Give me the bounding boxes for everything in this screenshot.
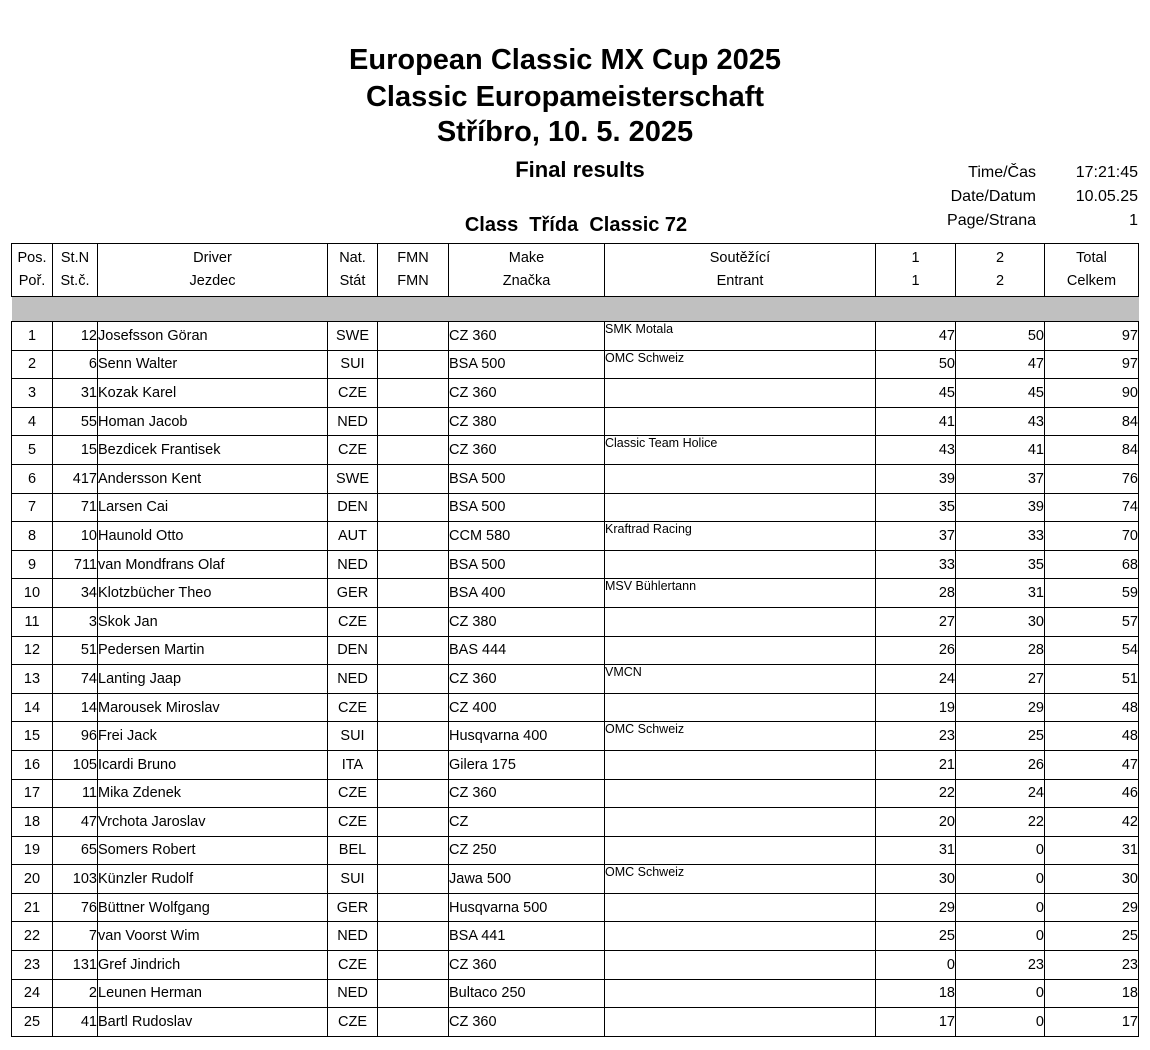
pos-cell: 5 <box>12 436 53 465</box>
pos-cell: 13 <box>12 665 53 694</box>
table-row <box>12 579 1139 608</box>
start-number-cell: 74 <box>53 665 98 694</box>
make-cell: BSA 500 <box>449 464 605 493</box>
pos-cell: 10 <box>12 579 53 608</box>
race1-cell: 30 <box>876 865 956 894</box>
start-number-cell: 41 <box>53 1008 98 1037</box>
nation-cell: CZE <box>328 436 378 465</box>
nation-cell: AUT <box>328 522 378 551</box>
race1-cell: 47 <box>876 322 956 351</box>
driver-cell: Senn Walter <box>98 350 328 379</box>
table-row <box>12 522 1139 551</box>
entrant-cell <box>605 979 876 1008</box>
nation-cell: NED <box>328 922 378 951</box>
entrant-cell: MSV Bühlertann <box>605 579 876 608</box>
table-row <box>12 493 1139 522</box>
make-cell: Jawa 500 <box>449 865 605 894</box>
fmn-cell <box>378 636 449 665</box>
table-row <box>12 779 1139 808</box>
make-cell: CZ <box>449 808 605 837</box>
race2-cell: 43 <box>956 407 1045 436</box>
pos-cell: 15 <box>12 722 53 751</box>
race1-cell: 45 <box>876 379 956 408</box>
start-number-cell: 2 <box>53 979 98 1008</box>
race1-cell: 28 <box>876 579 956 608</box>
entrant-cell <box>605 922 876 951</box>
race1-cell: 21 <box>876 750 956 779</box>
nation-cell: SUI <box>328 722 378 751</box>
class-heading: Class Třída Classic 72 <box>464 214 688 236</box>
race1-cell: 31 <box>876 836 956 865</box>
pos-cell: 11 <box>12 607 53 636</box>
pos-cell: 25 <box>12 1008 53 1037</box>
entrant-cell <box>605 779 876 808</box>
make-cell: CZ 380 <box>449 607 605 636</box>
race1-cell: 18 <box>876 979 956 1008</box>
race2-cell: 26 <box>956 750 1045 779</box>
make-cell: CZ 400 <box>449 693 605 722</box>
driver-cell: Lanting Jaap <box>98 665 328 694</box>
driver-cell: Josefsson Göran <box>98 322 328 351</box>
fmn-cell <box>378 379 449 408</box>
start-number-cell: 65 <box>53 836 98 865</box>
race2-cell: 0 <box>956 865 1045 894</box>
total-cell: 29 <box>1045 893 1139 922</box>
race2-cell: 29 <box>956 693 1045 722</box>
make-cell: CZ 380 <box>449 407 605 436</box>
driver-cell: Icardi Bruno <box>98 750 328 779</box>
nation-cell: GER <box>328 579 378 608</box>
table-row <box>12 322 1139 351</box>
col-header-total: Total Celkem <box>1045 244 1139 297</box>
table-row <box>12 607 1139 636</box>
race2-cell: 23 <box>956 951 1045 980</box>
pos-cell: 21 <box>12 893 53 922</box>
total-cell: 25 <box>1045 922 1139 951</box>
pos-cell: 18 <box>12 808 53 837</box>
fmn-cell <box>378 579 449 608</box>
start-number-cell: 3 <box>53 607 98 636</box>
nation-cell: CZE <box>328 779 378 808</box>
driver-cell: Leunen Herman <box>98 979 328 1008</box>
fmn-cell <box>378 1008 449 1037</box>
race2-cell: 0 <box>956 836 1045 865</box>
race2-cell: 30 <box>956 607 1045 636</box>
fmn-cell <box>378 893 449 922</box>
make-cell: BAS 444 <box>449 636 605 665</box>
table-header-row <box>12 244 1139 297</box>
make-cell: BSA 400 <box>449 579 605 608</box>
make-cell: BSA 500 <box>449 550 605 579</box>
pos-cell: 6 <box>12 464 53 493</box>
driver-cell: van Voorst Wim <box>98 922 328 951</box>
nation-cell: CZE <box>328 379 378 408</box>
driver-cell: Vrchota Jaroslav <box>98 808 328 837</box>
fmn-cell <box>378 951 449 980</box>
total-cell: 51 <box>1045 665 1139 694</box>
driver-cell: Frei Jack <box>98 722 328 751</box>
pos-cell: 23 <box>12 951 53 980</box>
entrant-cell <box>605 607 876 636</box>
header-separator-band <box>12 297 1139 322</box>
pos-cell: 4 <box>12 407 53 436</box>
driver-cell: Somers Robert <box>98 836 328 865</box>
race2-cell: 35 <box>956 550 1045 579</box>
table-row <box>12 693 1139 722</box>
driver-cell: Büttner Wolfgang <box>98 893 328 922</box>
driver-cell: Andersson Kent <box>98 464 328 493</box>
total-cell: 18 <box>1045 979 1139 1008</box>
total-cell: 70 <box>1045 522 1139 551</box>
driver-cell: Künzler Rudolf <box>98 865 328 894</box>
table-row <box>12 836 1139 865</box>
fmn-cell <box>378 836 449 865</box>
event-title: European Classic MX Cup 2025 <box>349 44 781 76</box>
col-header-entrant: Soutěžící Entrant <box>605 244 876 297</box>
make-cell: BSA 500 <box>449 350 605 379</box>
race1-cell: 27 <box>876 607 956 636</box>
pos-cell: 14 <box>12 693 53 722</box>
driver-cell: Marousek Miroslav <box>98 693 328 722</box>
fmn-cell <box>378 693 449 722</box>
make-cell: CZ 360 <box>449 1008 605 1037</box>
event-subtitle: Classic Europameisterschaft <box>365 81 765 113</box>
race2-cell: 0 <box>956 893 1045 922</box>
race1-cell: 23 <box>876 722 956 751</box>
make-cell: BSA 441 <box>449 922 605 951</box>
race1-cell: 41 <box>876 407 956 436</box>
fmn-cell <box>378 665 449 694</box>
driver-cell: Haunold Otto <box>98 522 328 551</box>
col-header-pos: Pos. Poř. <box>12 244 53 297</box>
nation-cell: NED <box>328 407 378 436</box>
race2-cell: 28 <box>956 636 1045 665</box>
nation-cell: GER <box>328 893 378 922</box>
race1-cell: 29 <box>876 893 956 922</box>
time-label: Time/Čas <box>968 164 1036 181</box>
pos-cell: 20 <box>12 865 53 894</box>
race2-cell: 31 <box>956 579 1045 608</box>
nation-cell: BEL <box>328 836 378 865</box>
total-cell: 97 <box>1045 350 1139 379</box>
event-venue-date: Stříbro, 10. 5. 2025 <box>436 116 694 148</box>
start-number-cell: 711 <box>53 550 98 579</box>
race2-cell: 0 <box>956 979 1045 1008</box>
pos-cell: 16 <box>12 750 53 779</box>
nation-cell: NED <box>328 550 378 579</box>
total-cell: 46 <box>1045 779 1139 808</box>
table-row <box>12 407 1139 436</box>
race1-cell: 26 <box>876 636 956 665</box>
total-cell: 30 <box>1045 865 1139 894</box>
nation-cell: SWE <box>328 464 378 493</box>
driver-cell: Gref Jindrich <box>98 951 328 980</box>
fmn-cell <box>378 865 449 894</box>
fmn-cell <box>378 436 449 465</box>
driver-cell: Bartl Rudoslav <box>98 1008 328 1037</box>
entrant-cell <box>605 379 876 408</box>
race2-cell: 37 <box>956 464 1045 493</box>
entrant-cell <box>605 951 876 980</box>
race1-cell: 17 <box>876 1008 956 1037</box>
entrant-cell <box>605 1008 876 1037</box>
race2-cell: 24 <box>956 779 1045 808</box>
race2-cell: 33 <box>956 522 1045 551</box>
driver-cell: Homan Jacob <box>98 407 328 436</box>
fmn-cell <box>378 464 449 493</box>
results-heading: Final results <box>515 157 645 182</box>
driver-cell: Kozak Karel <box>98 379 328 408</box>
pos-cell: 24 <box>12 979 53 1008</box>
nation-cell: DEN <box>328 636 378 665</box>
page-value: 1 <box>1129 212 1138 229</box>
entrant-cell: SMK Motala <box>605 322 876 351</box>
race1-cell: 22 <box>876 779 956 808</box>
entrant-cell <box>605 836 876 865</box>
start-number-cell: 7 <box>53 922 98 951</box>
nation-cell: SUI <box>328 350 378 379</box>
fmn-cell <box>378 979 449 1008</box>
col-header-race2: 2 2 <box>956 244 1045 297</box>
race1-cell: 43 <box>876 436 956 465</box>
nation-cell: NED <box>328 665 378 694</box>
pos-cell: 1 <box>12 322 53 351</box>
total-cell: 59 <box>1045 579 1139 608</box>
start-number-cell: 14 <box>53 693 98 722</box>
fmn-cell <box>378 493 449 522</box>
make-cell: Husqvarna 500 <box>449 893 605 922</box>
race1-cell: 20 <box>876 808 956 837</box>
table-row <box>12 979 1139 1008</box>
entrant-cell: Classic Team Holice <box>605 436 876 465</box>
total-cell: 84 <box>1045 436 1139 465</box>
race2-cell: 45 <box>956 379 1045 408</box>
results-table <box>11 243 1139 1037</box>
start-number-cell: 103 <box>53 865 98 894</box>
table-row <box>12 893 1139 922</box>
entrant-cell <box>605 750 876 779</box>
time-value: 17:21:45 <box>1075 164 1138 181</box>
make-cell: CZ 360 <box>449 379 605 408</box>
start-number-cell: 6 <box>53 350 98 379</box>
fmn-cell <box>378 808 449 837</box>
pos-cell: 17 <box>12 779 53 808</box>
race1-cell: 19 <box>876 693 956 722</box>
start-number-cell: 105 <box>53 750 98 779</box>
entrant-cell: OMC Schweiz <box>605 350 876 379</box>
race1-cell: 0 <box>876 951 956 980</box>
make-cell: CZ 360 <box>449 951 605 980</box>
race1-cell: 25 <box>876 922 956 951</box>
entrant-cell <box>605 893 876 922</box>
make-cell: Husqvarna 400 <box>449 722 605 751</box>
pos-cell: 9 <box>12 550 53 579</box>
make-cell: CZ 250 <box>449 836 605 865</box>
entrant-cell <box>605 693 876 722</box>
make-cell: Gilera 175 <box>449 750 605 779</box>
col-header-race1: 1 1 <box>876 244 956 297</box>
nation-cell: CZE <box>328 1008 378 1037</box>
entrant-cell <box>605 550 876 579</box>
entrant-cell <box>605 493 876 522</box>
date-label: Date/Datum <box>950 188 1036 205</box>
table-row <box>12 379 1139 408</box>
start-number-cell: 131 <box>53 951 98 980</box>
race1-cell: 39 <box>876 464 956 493</box>
driver-cell: Larsen Cai <box>98 493 328 522</box>
table-row <box>12 865 1139 894</box>
total-cell: 48 <box>1045 722 1139 751</box>
entrant-cell <box>605 808 876 837</box>
pos-cell: 19 <box>12 836 53 865</box>
total-cell: 42 <box>1045 808 1139 837</box>
total-cell: 48 <box>1045 693 1139 722</box>
total-cell: 23 <box>1045 951 1139 980</box>
race2-cell: 0 <box>956 1008 1045 1037</box>
entrant-cell: VMCN <box>605 665 876 694</box>
table-row <box>12 808 1139 837</box>
driver-cell: Pedersen Martin <box>98 636 328 665</box>
make-cell: CZ 360 <box>449 322 605 351</box>
col-header-driver: Driver Jezdec <box>98 244 328 297</box>
total-cell: 47 <box>1045 750 1139 779</box>
table-row <box>12 665 1139 694</box>
race1-cell: 33 <box>876 550 956 579</box>
fmn-cell <box>378 522 449 551</box>
table-row <box>12 636 1139 665</box>
entrant-cell <box>605 464 876 493</box>
table-row <box>12 951 1139 980</box>
table-row <box>12 550 1139 579</box>
col-header-nation: Nat. Stát <box>328 244 378 297</box>
entrant-cell: Kraftrad Racing <box>605 522 876 551</box>
pos-cell: 12 <box>12 636 53 665</box>
fmn-cell <box>378 722 449 751</box>
start-number-cell: 47 <box>53 808 98 837</box>
race1-cell: 24 <box>876 665 956 694</box>
start-number-cell: 51 <box>53 636 98 665</box>
make-cell: Bultaco 250 <box>449 979 605 1008</box>
make-cell: CCM 580 <box>449 522 605 551</box>
make-cell: BSA 500 <box>449 493 605 522</box>
start-number-cell: 96 <box>53 722 98 751</box>
entrant-cell: OMC Schweiz <box>605 722 876 751</box>
table-row <box>12 350 1139 379</box>
total-cell: 90 <box>1045 379 1139 408</box>
total-cell: 97 <box>1045 322 1139 351</box>
race2-cell: 25 <box>956 722 1045 751</box>
fmn-cell <box>378 350 449 379</box>
start-number-cell: 12 <box>53 322 98 351</box>
nation-cell: ITA <box>328 750 378 779</box>
total-cell: 76 <box>1045 464 1139 493</box>
fmn-cell <box>378 607 449 636</box>
nation-cell: CZE <box>328 808 378 837</box>
nation-cell: NED <box>328 979 378 1008</box>
driver-cell: Skok Jan <box>98 607 328 636</box>
total-cell: 57 <box>1045 607 1139 636</box>
pos-cell: 3 <box>12 379 53 408</box>
race2-cell: 39 <box>956 493 1045 522</box>
pos-cell: 8 <box>12 522 53 551</box>
make-cell: CZ 360 <box>449 779 605 808</box>
race2-cell: 41 <box>956 436 1045 465</box>
col-header-start-number: St.N St.č. <box>53 244 98 297</box>
pos-cell: 2 <box>12 350 53 379</box>
make-cell: CZ 360 <box>449 436 605 465</box>
driver-cell: van Mondfrans Olaf <box>98 550 328 579</box>
table-row <box>12 464 1139 493</box>
pos-cell: 22 <box>12 922 53 951</box>
fmn-cell <box>378 322 449 351</box>
race2-cell: 22 <box>956 808 1045 837</box>
page-label: Page/Strana <box>947 212 1036 229</box>
race1-cell: 37 <box>876 522 956 551</box>
total-cell: 31 <box>1045 836 1139 865</box>
entrant-cell <box>605 636 876 665</box>
table-row <box>12 1008 1139 1037</box>
table-row <box>12 750 1139 779</box>
table-row <box>12 922 1139 951</box>
start-number-cell: 31 <box>53 379 98 408</box>
nation-cell: SWE <box>328 322 378 351</box>
driver-cell: Mika Zdenek <box>98 779 328 808</box>
total-cell: 84 <box>1045 407 1139 436</box>
start-number-cell: 76 <box>53 893 98 922</box>
total-cell: 68 <box>1045 550 1139 579</box>
nation-cell: CZE <box>328 951 378 980</box>
entrant-cell: OMC Schweiz <box>605 865 876 894</box>
date-value: 10.05.25 <box>1075 188 1138 205</box>
fmn-cell <box>378 550 449 579</box>
race1-cell: 50 <box>876 350 956 379</box>
make-cell: CZ 360 <box>449 665 605 694</box>
table-row <box>12 722 1139 751</box>
total-cell: 74 <box>1045 493 1139 522</box>
pos-cell: 7 <box>12 493 53 522</box>
fmn-cell <box>378 407 449 436</box>
race2-cell: 27 <box>956 665 1045 694</box>
fmn-cell <box>378 922 449 951</box>
race1-cell: 35 <box>876 493 956 522</box>
driver-cell: Klotzbücher Theo <box>98 579 328 608</box>
start-number-cell: 15 <box>53 436 98 465</box>
start-number-cell: 55 <box>53 407 98 436</box>
col-header-make: Make Značka <box>449 244 605 297</box>
race2-cell: 47 <box>956 350 1045 379</box>
start-number-cell: 10 <box>53 522 98 551</box>
fmn-cell <box>378 750 449 779</box>
nation-cell: CZE <box>328 607 378 636</box>
start-number-cell: 417 <box>53 464 98 493</box>
nation-cell: SUI <box>328 865 378 894</box>
total-cell: 17 <box>1045 1008 1139 1037</box>
table-row <box>12 436 1139 465</box>
start-number-cell: 11 <box>53 779 98 808</box>
race2-cell: 0 <box>956 922 1045 951</box>
start-number-cell: 34 <box>53 579 98 608</box>
nation-cell: DEN <box>328 493 378 522</box>
start-number-cell: 71 <box>53 493 98 522</box>
nation-cell: CZE <box>328 693 378 722</box>
col-header-fmn: FMN FMN <box>378 244 449 297</box>
entrant-cell <box>605 407 876 436</box>
driver-cell: Bezdicek Frantisek <box>98 436 328 465</box>
total-cell: 54 <box>1045 636 1139 665</box>
race2-cell: 50 <box>956 322 1045 351</box>
fmn-cell <box>378 779 449 808</box>
